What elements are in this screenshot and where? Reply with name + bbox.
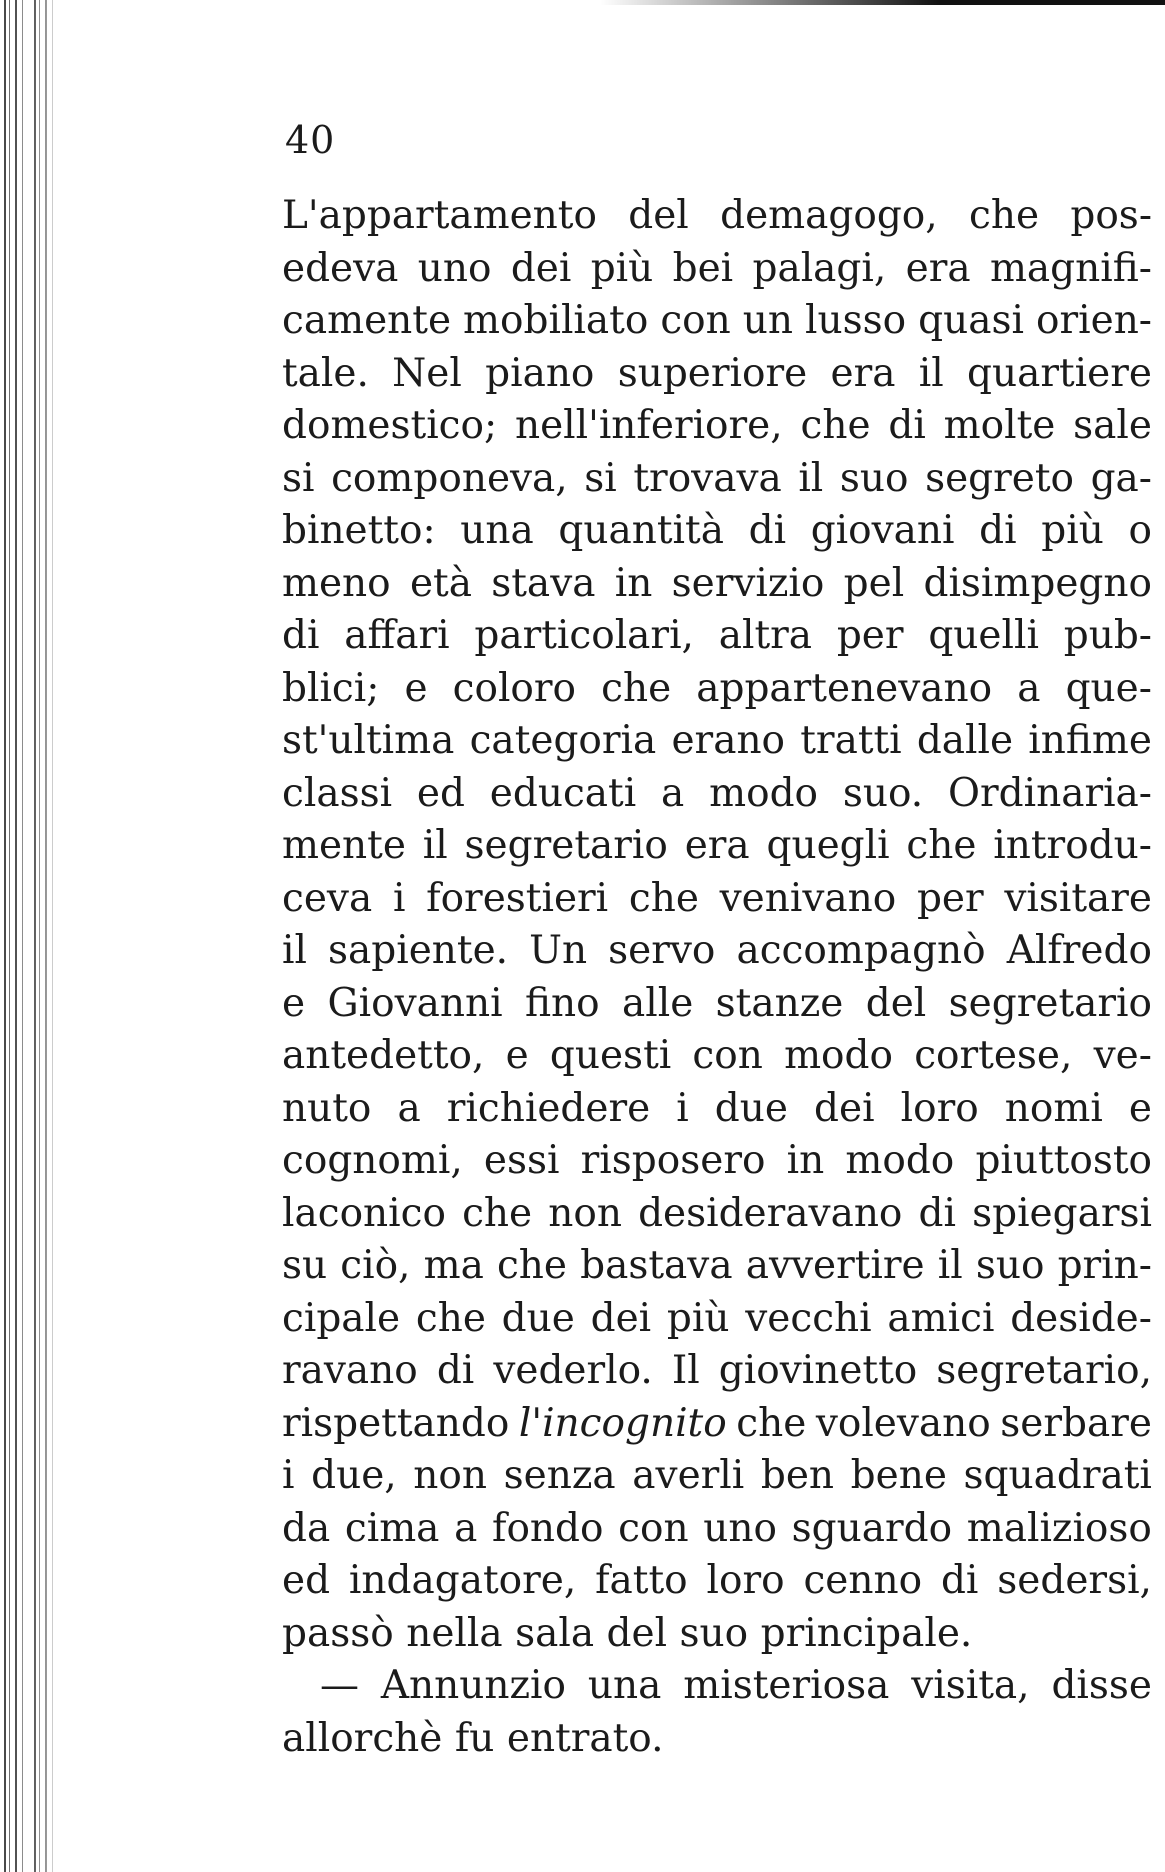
line-word: Annunzio <box>380 1663 567 1708</box>
line-word: cipale <box>282 1295 401 1341</box>
line-word: disimpegno <box>923 560 1152 606</box>
line-word: due <box>714 1085 788 1131</box>
line-word: per <box>916 875 984 921</box>
line-word: servizio <box>671 560 825 606</box>
line-word: che <box>906 823 977 868</box>
line-word: categoria <box>469 718 657 763</box>
line-word: fondo <box>492 1505 604 1551</box>
line-word: il <box>918 350 944 396</box>
line-word: amici <box>887 1295 995 1341</box>
line-word: affari <box>344 613 450 658</box>
paragraph-main-continued <box>282 1450 1152 1608</box>
line-word: lusso <box>805 298 907 343</box>
body-text <box>282 190 1152 1765</box>
paragraph-dialogue <box>282 1660 1152 1713</box>
line-word: nell'inferiore, <box>514 403 783 448</box>
line-word: una <box>460 508 534 553</box>
line-word: pub- <box>1063 613 1152 658</box>
line-word: più <box>590 245 654 291</box>
line-word: misteriosa <box>683 1663 890 1708</box>
line-word: serbare <box>1000 1400 1152 1446</box>
text-line <box>282 978 1152 1031</box>
line-word: appartenevano <box>696 665 993 711</box>
line-word: nella <box>406 1610 503 1656</box>
text-line <box>282 295 1152 348</box>
text-line-incognito <box>282 1398 1152 1451</box>
line-word: richiedere <box>446 1085 651 1131</box>
line-word: una <box>587 1663 662 1708</box>
line-word: segretario <box>948 980 1152 1026</box>
line-word: tale. <box>282 350 369 396</box>
text-line <box>282 348 1152 401</box>
line-word: deside- <box>1010 1295 1152 1341</box>
line-word: meno <box>282 560 391 606</box>
line-word: i <box>282 1453 295 1498</box>
line-word: di <box>748 508 787 553</box>
line-word: altra <box>718 613 813 658</box>
line-word: introdu- <box>993 823 1152 868</box>
text-line <box>282 1135 1152 1188</box>
line-word: dalle <box>916 718 1014 763</box>
line-word: entrato. <box>506 1715 664 1761</box>
line-word: cenno <box>803 1558 923 1603</box>
line-word: fino <box>524 980 600 1026</box>
line-word: che <box>601 665 672 711</box>
top-edge-rule <box>600 0 1165 5</box>
line-word: stanze <box>715 980 844 1026</box>
line-word: dei <box>510 245 572 291</box>
line-word: a <box>1017 665 1041 711</box>
line-word: risposero <box>580 1138 766 1183</box>
line-word: piano <box>485 350 595 396</box>
line-word: fatto <box>595 1558 688 1603</box>
line-word: ciò, <box>340 1243 411 1288</box>
text-line <box>282 190 1152 243</box>
line-word: prin- <box>1057 1243 1152 1288</box>
line-word: che <box>628 875 699 921</box>
text-line <box>282 1450 1152 1503</box>
line-word: dei <box>814 1085 875 1131</box>
line-word: molte <box>943 403 1056 448</box>
line-word: venivano <box>719 875 897 921</box>
line-word: edeva <box>282 245 399 291</box>
line-word: il <box>937 1243 963 1288</box>
line-word: suo <box>975 1243 1045 1288</box>
line-word: visita, <box>911 1663 1030 1708</box>
line-word: disse <box>1051 1663 1152 1708</box>
text-line <box>282 453 1152 506</box>
line-word: giovinetto <box>718 1348 918 1393</box>
line-word: con <box>618 1505 689 1551</box>
line-word: e <box>505 1033 529 1078</box>
text-line <box>282 505 1152 558</box>
line-word: visitare <box>1004 875 1152 921</box>
line-word: ed <box>282 1558 331 1603</box>
line-word: con <box>692 1033 763 1078</box>
binding-fade <box>30 0 70 1872</box>
line-word: quantità <box>558 508 724 553</box>
line-word: trovava <box>633 455 782 501</box>
line-word: modo <box>845 1138 955 1183</box>
line-word: non <box>548 1190 622 1236</box>
line-word: laconico <box>282 1190 446 1236</box>
line-word: classi <box>282 770 393 816</box>
text-line <box>282 768 1152 821</box>
line-word: quasi <box>918 298 1024 343</box>
line-word: bei <box>672 245 734 291</box>
line-word: binetto: <box>282 508 436 553</box>
line-word: su <box>282 1243 328 1288</box>
line-word: senza <box>503 1453 616 1498</box>
line-word: ceva <box>282 875 373 921</box>
line-word: e <box>282 980 306 1026</box>
line-word: sale <box>1073 403 1152 448</box>
page-number: 40 <box>285 118 336 162</box>
line-word: si <box>584 455 617 501</box>
line-word: del <box>606 1610 668 1656</box>
line-word: piuttosto <box>975 1138 1152 1183</box>
line-word: avvertire <box>745 1243 925 1288</box>
text-line <box>282 558 1152 611</box>
line-word: pel <box>843 560 905 606</box>
line-word: demagogo, <box>720 193 938 238</box>
line-word: loro <box>900 1085 979 1131</box>
line-word: blici; <box>282 665 380 711</box>
line-word: averli <box>632 1453 745 1498</box>
line-word: a <box>661 770 685 816</box>
line-word: non <box>413 1453 488 1498</box>
line-word: tratti <box>800 718 902 763</box>
line-word: di <box>436 1348 475 1393</box>
line-word: Un <box>529 928 588 973</box>
line-word: da <box>282 1505 331 1551</box>
line-word: uno <box>417 245 492 291</box>
line-word: coloro <box>452 665 577 711</box>
line-word: in <box>786 1138 825 1183</box>
line-word: un <box>742 298 794 343</box>
text-line <box>282 243 1152 296</box>
line-word: era <box>830 350 896 396</box>
line-word: a <box>454 1505 478 1551</box>
line-word: malizioso <box>966 1505 1152 1551</box>
line-word: e <box>1128 1085 1152 1131</box>
line-word: del <box>865 980 927 1026</box>
text-line-dialogue <box>282 1660 1152 1713</box>
line-word: sguardo <box>791 1505 953 1551</box>
line-word: vecchi <box>745 1295 872 1341</box>
line-word: mobiliato <box>463 298 649 343</box>
line-word: suo <box>839 455 909 501</box>
line-word: per <box>836 613 904 658</box>
line-word: segreto <box>925 455 1074 501</box>
paragraph-main <box>282 190 1152 1398</box>
line-word: quelli <box>928 613 1039 658</box>
line-word: alle <box>622 980 694 1026</box>
line-word: palagi, <box>752 245 887 291</box>
line-word: di <box>918 1190 956 1236</box>
text-line <box>282 820 1152 873</box>
line-word: stava <box>491 560 596 606</box>
line-word: quartiere <box>966 350 1152 396</box>
line-word: vederlo. <box>493 1348 653 1393</box>
line-word: ed <box>416 770 465 816</box>
line-word: volevano <box>815 1400 991 1446</box>
line-word: essi <box>483 1138 560 1183</box>
line-word: ve- <box>1093 1033 1152 1078</box>
line-word: del <box>628 193 689 238</box>
line-word: domestico; <box>282 403 498 448</box>
line-word: magnifi- <box>989 245 1152 291</box>
line-word: ravano <box>282 1348 418 1393</box>
line-word: modo <box>784 1033 893 1078</box>
line-word: Ordinaria- <box>948 770 1152 816</box>
line-word: mente <box>282 823 406 868</box>
line-word: rispettando <box>282 1400 510 1446</box>
text-line <box>282 715 1152 768</box>
text-line <box>282 1503 1152 1556</box>
line-word: ga- <box>1090 455 1152 501</box>
text-line <box>282 1030 1152 1083</box>
text-line <box>282 400 1152 453</box>
line-word: forestieri <box>426 875 609 921</box>
line-word: suo <box>679 1610 749 1656</box>
line-word: erano <box>671 718 786 763</box>
line-word: più <box>1041 508 1104 553</box>
line-word: il <box>282 928 307 973</box>
line-word: ma <box>423 1243 484 1288</box>
line-word: bene <box>850 1453 947 1498</box>
line-word: st'ultima <box>282 718 455 763</box>
line-word: di <box>940 1558 979 1603</box>
text-line <box>282 925 1152 978</box>
line-word: cima <box>344 1505 440 1551</box>
line-word: sapiente. <box>328 928 509 973</box>
line-word: servo <box>608 928 716 973</box>
line-word: dei <box>590 1295 652 1341</box>
line-word: accompagnò <box>736 928 986 973</box>
line-word: questi <box>549 1033 672 1078</box>
line-word: que- <box>1065 665 1152 711</box>
line-word: a <box>397 1085 421 1131</box>
line-word: particolari, <box>474 613 694 658</box>
line-word: due, <box>311 1453 397 1498</box>
line-word: di <box>979 508 1017 553</box>
line-word: età <box>409 560 472 606</box>
line-word: camente <box>282 298 452 343</box>
line-word: Nel <box>392 350 462 396</box>
line-word: giovani <box>810 508 955 553</box>
line-word: più <box>666 1295 730 1341</box>
text-line <box>282 1293 1152 1346</box>
line-word: bastava <box>580 1243 733 1288</box>
line-word: desideravano <box>638 1190 903 1236</box>
line-word: cognomi, <box>282 1138 463 1183</box>
line-word: nomi <box>1004 1085 1103 1131</box>
line-word: modo <box>709 770 819 816</box>
line-word: di <box>282 613 320 658</box>
line-word: sala <box>515 1610 595 1656</box>
italic-word: l'incognito <box>518 1400 727 1446</box>
line-word: infime <box>1028 718 1152 763</box>
line-word: i <box>676 1085 689 1131</box>
line-word: o <box>1128 508 1152 553</box>
text-line-dialogue-last <box>282 1713 1152 1766</box>
text-line <box>282 1345 1152 1398</box>
line-word: loro <box>706 1558 785 1603</box>
line-word: che <box>969 193 1040 238</box>
line-word: il <box>422 823 448 868</box>
line-word: pos- <box>1070 193 1152 238</box>
line-word: i <box>392 875 406 921</box>
line-word: in <box>614 560 653 606</box>
line-word: squadrati <box>963 1453 1152 1498</box>
line-word: fu <box>454 1715 495 1761</box>
line-word: principale. <box>760 1610 973 1656</box>
text-line <box>282 663 1152 716</box>
line-word: uno <box>703 1505 777 1551</box>
line-word: cortese, <box>914 1033 1073 1078</box>
line-word: che <box>496 1243 567 1288</box>
text-line <box>282 1240 1152 1293</box>
line-word: si <box>282 455 315 501</box>
line-word: quegli <box>766 823 890 868</box>
text-line <box>282 610 1152 663</box>
line-word: allorchè <box>282 1715 443 1761</box>
line-word: con <box>660 298 731 343</box>
line-word: Il <box>671 1348 700 1393</box>
line-word: e <box>404 665 428 711</box>
line-word: ben <box>760 1453 835 1498</box>
line-word: due <box>501 1295 575 1341</box>
line-word: componeva, <box>331 455 568 501</box>
line-word: superiore <box>617 350 808 396</box>
line-word: spiegarsi <box>972 1190 1152 1236</box>
line-word: sedersi, <box>997 1558 1152 1603</box>
line-word: suo. <box>842 770 924 816</box>
line-word: educati <box>489 770 637 816</box>
line-word: che <box>415 1295 486 1341</box>
text-line <box>282 1083 1152 1136</box>
line-word: segretario, <box>936 1348 1152 1393</box>
line-word: che <box>462 1190 533 1236</box>
line-word: Giovanni <box>327 980 503 1026</box>
line-word: era <box>905 245 971 291</box>
line-word: indagatore, <box>348 1558 577 1603</box>
line-word: era <box>684 823 750 868</box>
line-word: L'appartamento <box>282 193 597 238</box>
line-word: Alfredo <box>1006 928 1152 973</box>
text-line <box>282 1555 1152 1608</box>
text-line <box>282 873 1152 926</box>
line-word: che <box>800 403 871 448</box>
line-word: passò <box>282 1610 394 1656</box>
text-line <box>282 1188 1152 1241</box>
line-word: orien- <box>1036 298 1152 343</box>
line-word: — <box>320 1663 359 1708</box>
line-word: antedetto, <box>282 1033 485 1078</box>
line-word: segretario <box>464 823 668 868</box>
line-word: che <box>736 1400 807 1446</box>
line-word: nuto <box>282 1085 372 1131</box>
text-line-last <box>282 1608 1152 1661</box>
line-word: di <box>888 403 926 448</box>
line-word: il <box>798 455 824 501</box>
